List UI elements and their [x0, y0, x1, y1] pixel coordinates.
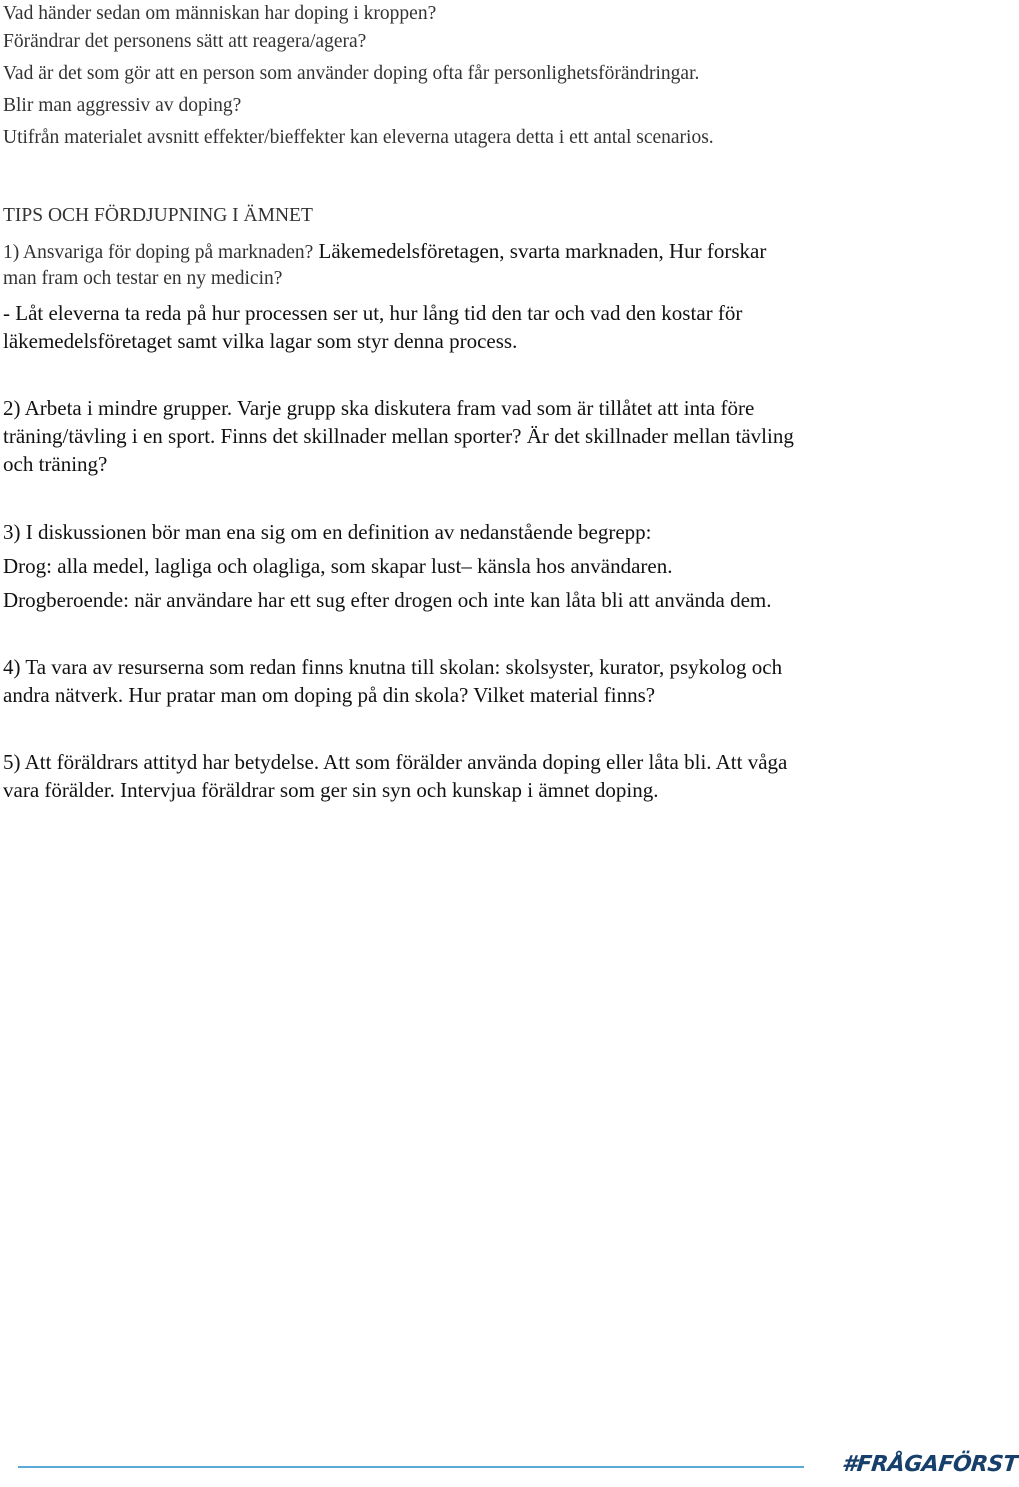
tips-item-2 [3, 394, 794, 478]
tips-item-5 [3, 748, 787, 804]
tips-item-1 [3, 237, 766, 292]
tips-heading-text: TIPS OCH FÖRDJUPNING I ÄMNET [3, 205, 313, 226]
tips-heading [3, 203, 313, 229]
tips-item-5-line-2: vara förälder. Intervjua föräldrar som ger sin syn och kunskap i ämnet doping. [3, 778, 659, 802]
fragaforst-logo: #FRÅGAFÖRST [840, 1452, 1019, 1477]
footer-divider [18, 1466, 804, 1468]
tips-item-1-line-2: man fram och testar en ny medicin? [3, 268, 283, 289]
intro-line-5: Utifrån materialet avsnitt effekter/bieffekter kan eleverna utagera detta i ett antal scenarios. [3, 127, 714, 148]
tips-item-1-question: 1) Ansvariga för doping på marknaden? [3, 242, 314, 263]
tips-item-3-definition-drogberoende: Drogberoende: när användare har ett sug efter drogen och inte kan låta bli att använda dem. [3, 588, 772, 612]
intro-line-1: Vad händer sedan om människan har doping i kroppen? [3, 3, 437, 24]
tips-item-4-line-1: 4) Ta vara av resurserna som redan finns knutna till skolan: skolsyster, kurator, psykolog och [3, 655, 783, 679]
tips-item-1-answer: Läkemedelsföretagen, svarta marknaden, Hur forskar [313, 239, 767, 263]
intro-line-2: Förändrar det personens sätt att reagera/agera? [3, 31, 367, 52]
tips-item-3-line-1: 3) I diskussionen bör man ena sig om en definition av nedanstående begrepp: [3, 520, 652, 544]
tips-item-5-line-1: 5) Att föräldrars attityd har betydelse. Att som förälder använda doping eller låta bli. Att våga [3, 750, 788, 774]
tips-item-2-line-2: träning/tävling i en sport. Finns det skillnader mellan sporter? Är det skillnader mellan tävling [3, 424, 794, 448]
tips-item-1-detail-line-1: - Låt eleverna ta reda på hur processen ser ut, hur lång tid den tar och vad den kostar för [3, 301, 743, 325]
tips-item-4-line-2: andra nätverk. Hur pratar man om doping på din skola? Vilket material finns? [3, 683, 656, 707]
intro-line-4: Blir man aggressiv av doping? [3, 95, 242, 116]
tips-item-3 [3, 518, 772, 614]
tips-item-3-definition-drog: Drog: alla medel, lagliga och olagliga, som skapar lust– känsla hos användaren. [3, 554, 673, 578]
intro-line-3: Vad är det som gör att en person som använder doping ofta får personlighetsförändringar. [3, 63, 700, 84]
tips-item-2-line-3: och träning? [3, 452, 108, 476]
tips-item-1-detail [3, 299, 742, 355]
tips-item-4 [3, 653, 782, 709]
tips-item-1-detail-line-2: läkemedelsföretaget samt vilka lagar som styr denna process. [3, 329, 518, 353]
tips-item-2-line-1: 2) Arbeta i mindre grupper. Varje grupp ska diskutera fram vad som är tillåtet att inta före [3, 396, 755, 420]
tips-item-1-line-1 [3, 237, 766, 266]
intro-questions [3, 0, 714, 152]
